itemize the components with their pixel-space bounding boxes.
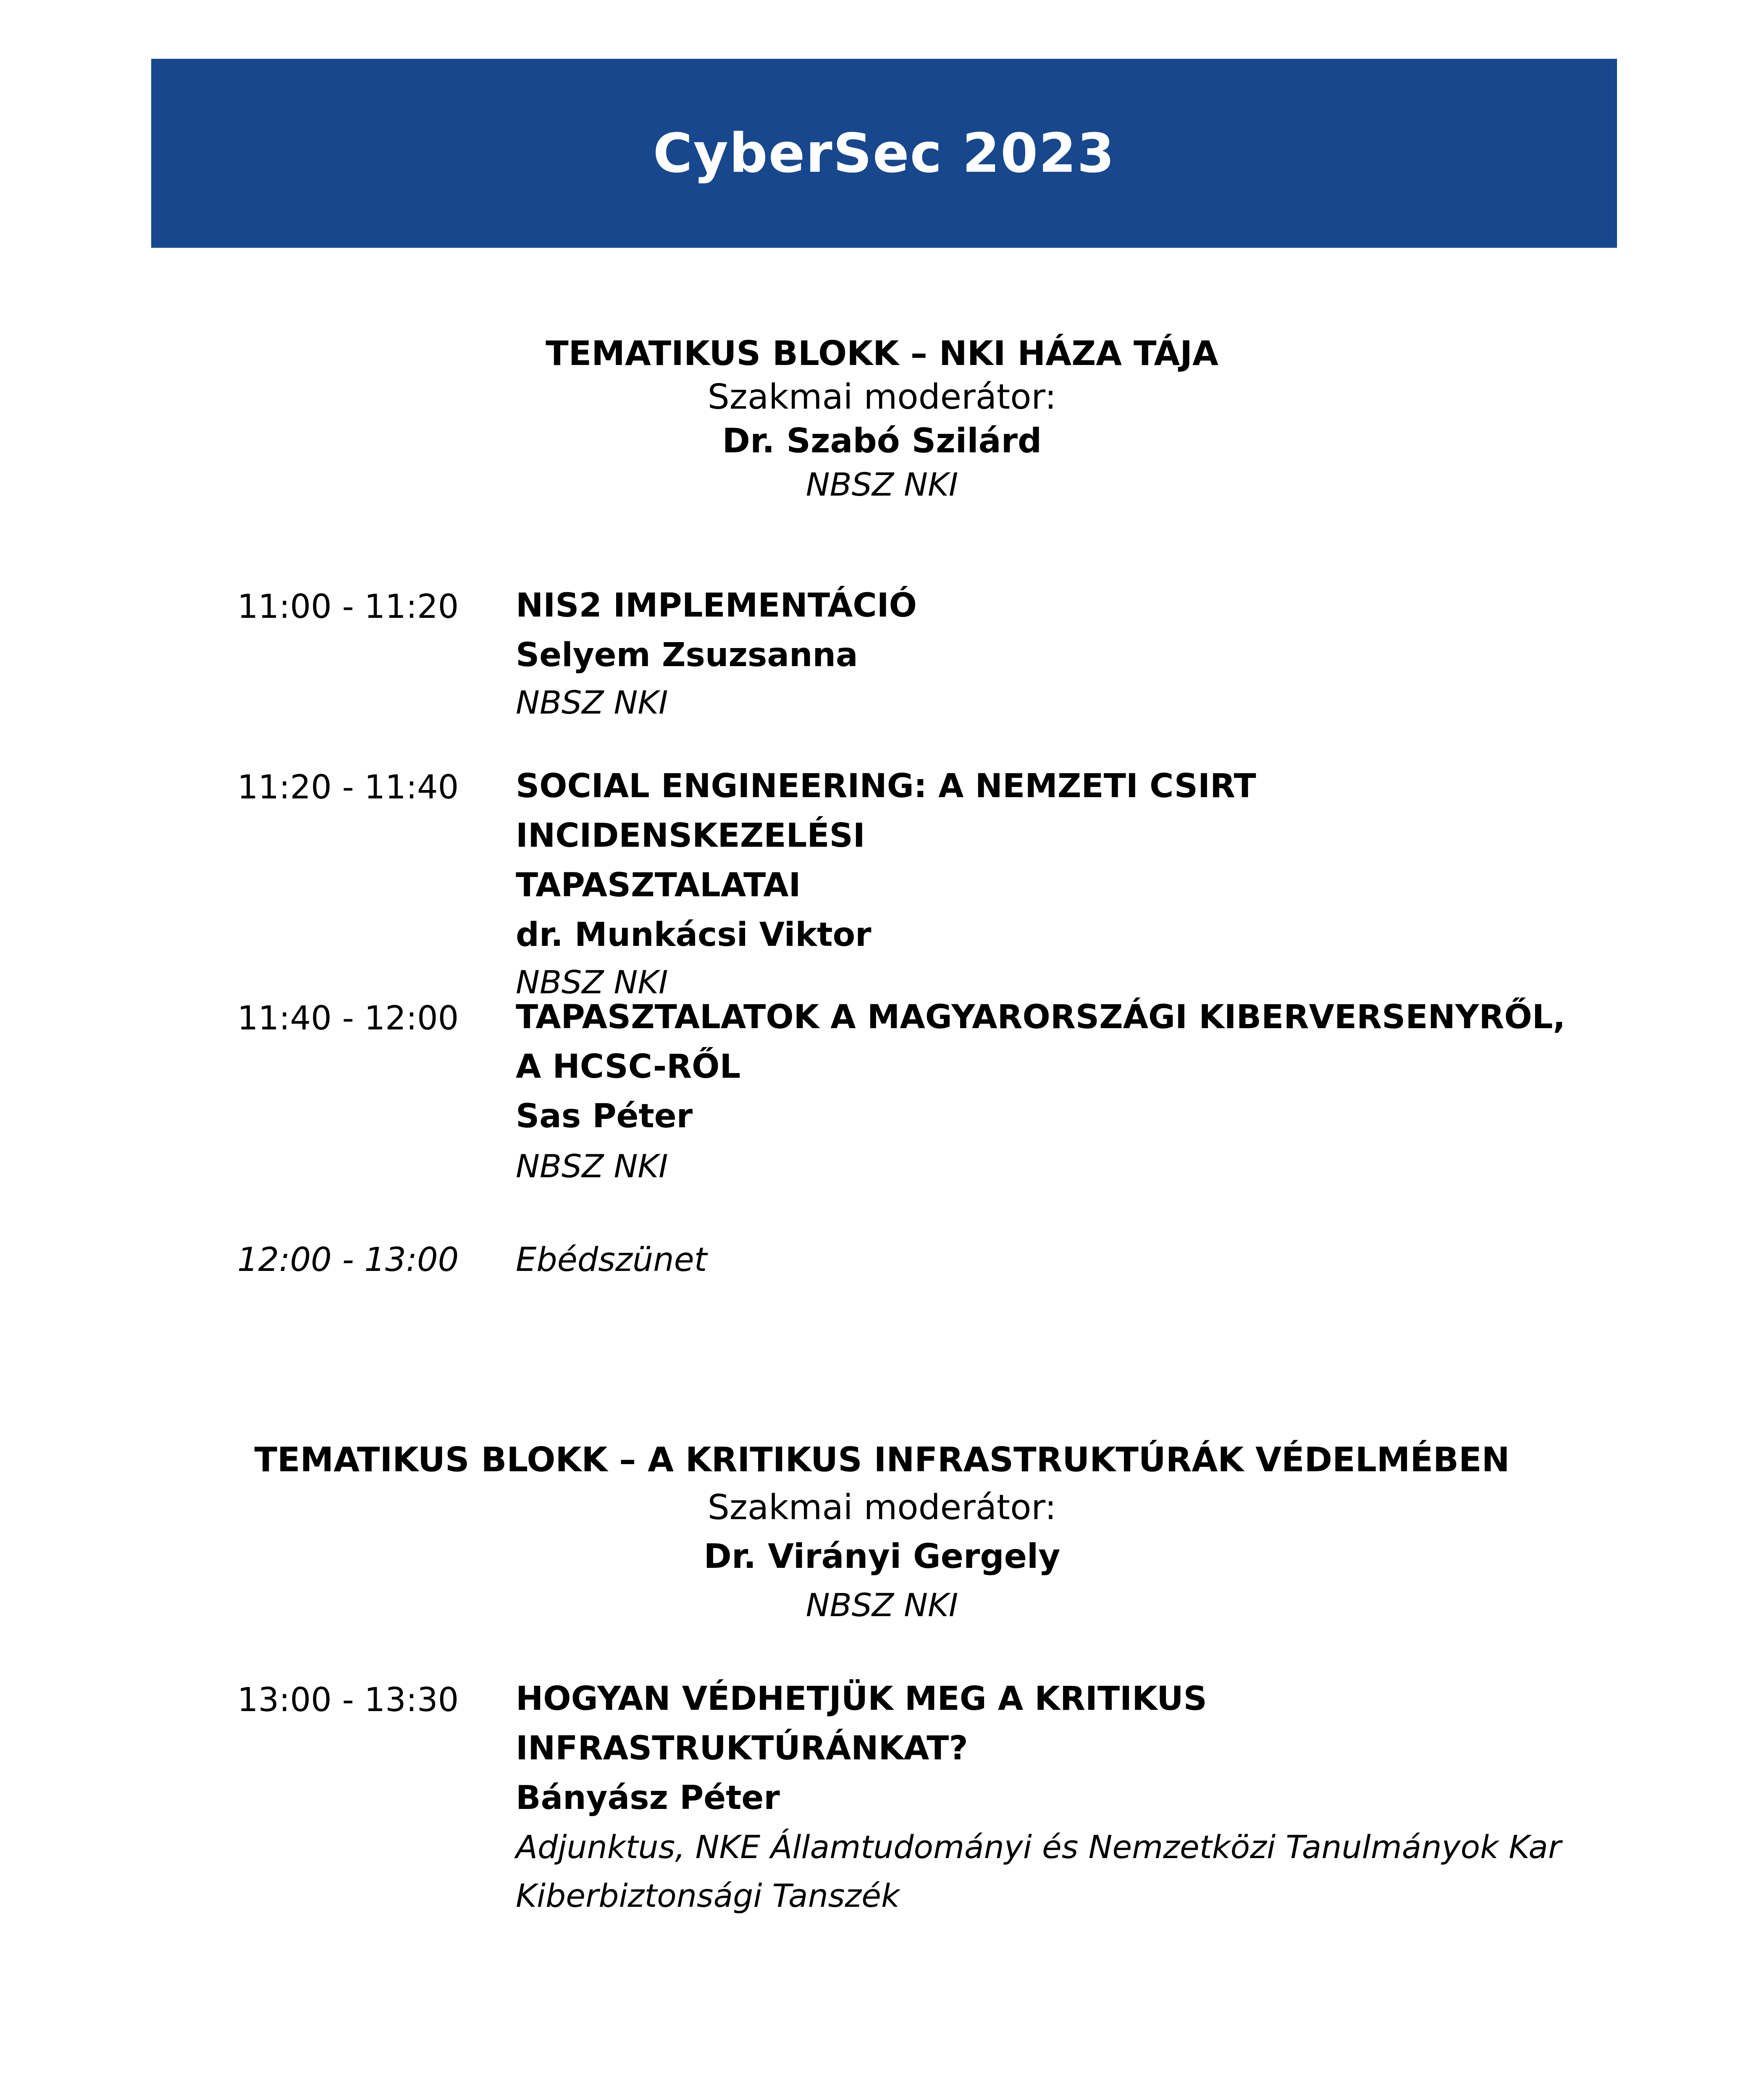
session-org: NBSZ NKI (516, 684, 668, 721)
session-entry (516, 761, 1608, 1005)
session-org: NBSZ NKI (516, 963, 668, 1001)
session-title: HOGYAN VÉDHETJÜK MEG A KRITIKUS INFRASTRUKTÚRÁNKAT? (516, 1680, 1207, 1767)
session-time: 11:00 - 11:20 (237, 588, 459, 626)
session-speaker: dr. Munkácsi Viktor (516, 916, 872, 954)
session-title-line: TAPASZTALATAI (516, 866, 801, 904)
title-banner (151, 59, 1617, 248)
session-org-line: Adjunktus, NKE Államtudományi és Nemzetközi Tanulmányok Kar (516, 1828, 1562, 1866)
session-time: 13:00 - 13:30 (237, 1681, 459, 1719)
moderator-name: Dr. Szabó Szilárd (722, 421, 1042, 460)
session-title-line: SOCIAL ENGINEERING: A NEMZETI CSIRT INCIDENSKEZELÉSI (516, 767, 1256, 855)
thematic-block-2-header (0, 1436, 1764, 1630)
lunch-label: Ebédszünet (516, 1241, 707, 1279)
session-entry (516, 581, 1608, 725)
lunch-entry (516, 1241, 1608, 1279)
moderator-org: NBSZ NKI (806, 466, 958, 503)
session-speaker: Sas Péter (516, 1097, 693, 1135)
thematic-block-1-header (0, 332, 1764, 507)
session-speaker: Bányász Péter (516, 1779, 780, 1817)
session-title-line: A HCSC-RŐL (516, 1048, 741, 1086)
moderator-label: Szakmai moderátor: (707, 377, 1057, 417)
session-title-line: TAPASZTALATOK A MAGYARORSZÁGI KIBERVERSENYRŐL, (516, 998, 1566, 1036)
moderator-label: Szakmai moderátor: (707, 1488, 1057, 1528)
session-time: 11:20 - 11:40 (237, 769, 459, 806)
page-title: CyberSec 2023 (653, 122, 1116, 185)
session-title: NIS2 IMPLEMENTÁCIÓ (516, 587, 917, 625)
session-speaker: Selyem Zsuzsanna (516, 636, 858, 674)
session-entry (516, 1674, 1650, 1920)
lunch-time: 12:00 - 13:00 (237, 1241, 459, 1279)
session-entry (516, 992, 1608, 1189)
block-heading: TEMATIKUS BLOKK – NKI HÁZA TÁJA (546, 334, 1218, 373)
moderator-name: Dr. Virányi Gergely (704, 1537, 1060, 1576)
session-time: 11:40 - 12:00 (237, 1000, 459, 1037)
session-org-line: Kiberbiztonsági Tanszék (516, 1877, 900, 1914)
block-heading: TEMATIKUS BLOKK – A KRITIKUS INFRASTRUKTÚRÁK VÉDELMÉBEN (254, 1440, 1510, 1479)
moderator-org: NBSZ NKI (806, 1586, 958, 1624)
session-org: NBSZ NKI (516, 1147, 668, 1185)
